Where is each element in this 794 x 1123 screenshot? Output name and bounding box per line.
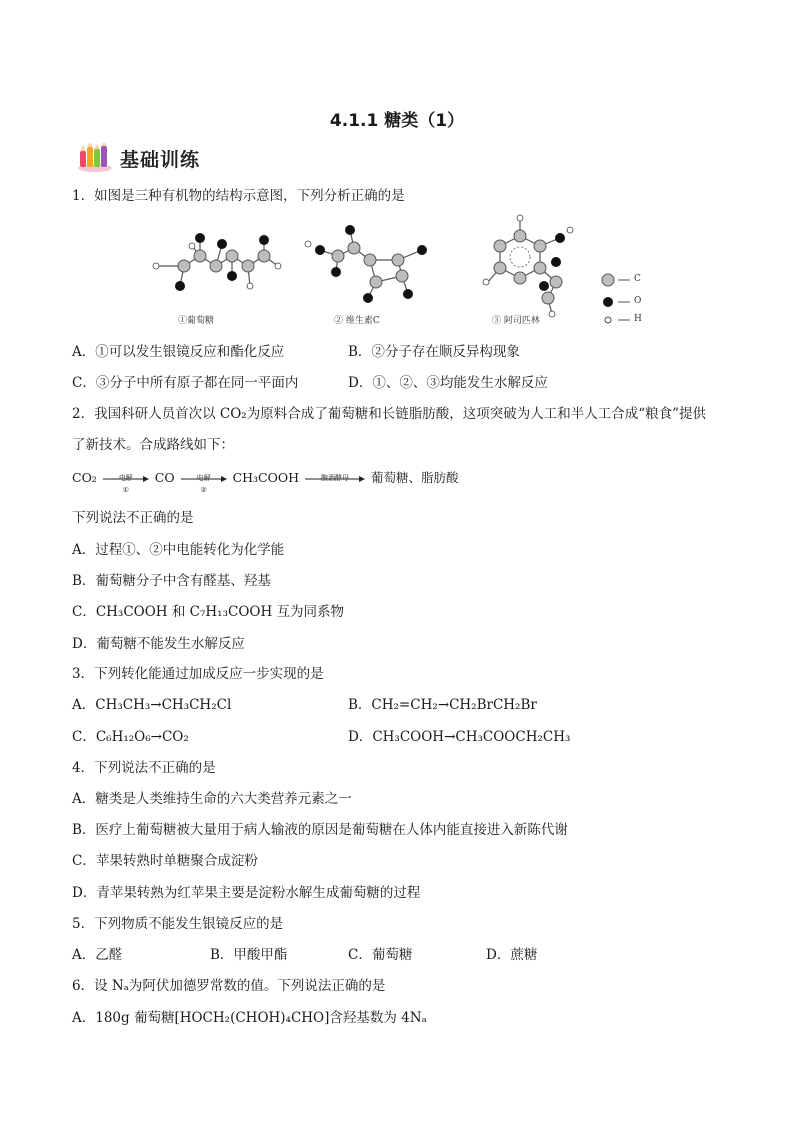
- arrow-icon: [305, 475, 365, 483]
- legend-h: H: [634, 314, 642, 324]
- q2-option-c: C．CH₃COOH 和 C₇H₁₃COOH 互为同系物: [72, 604, 345, 620]
- q4-option-a: A．糖类是人类维持生命的六大类营养元素之一: [72, 791, 352, 807]
- route-arrow-3: [305, 469, 365, 489]
- q3-option-c: C．C₆H₁₂O₆→CO₂: [72, 729, 189, 745]
- route-arrow-1-top: 电解: [118, 473, 133, 482]
- q3-option-d: D．CH₃COOH→CH₃COOCH₂CH₃: [348, 729, 571, 745]
- q3-stem: 3．下列转化能通过加成反应一步实现的是: [72, 666, 324, 682]
- q2-stem-line2: 了新技术。合成路线如下：: [72, 437, 234, 453]
- q3-option-b: B．CH₂=CH₂→CH₂BrCH₂Br: [348, 697, 537, 713]
- q4-option-b: B．医疗上葡萄糖被大量用于病人输液的原因是葡萄糖在人体内能直接进入新陈代谢: [72, 822, 568, 838]
- caption-glucose: ①葡萄糖: [178, 316, 215, 326]
- q5-option-d: D．蔗糖: [486, 947, 538, 963]
- q5-option-c: C．葡萄糖: [348, 947, 413, 963]
- section-header: [76, 142, 200, 174]
- route-products: 葡萄糖、脂肪酸: [370, 470, 459, 485]
- q2-ask: 下列说法不正确的是: [72, 510, 194, 526]
- route-arrow-2-top: 电解: [196, 473, 211, 482]
- q4-option-d: D．青苹果转熟为红苹果主要是淀粉水解生成葡萄糖的过程: [72, 885, 421, 901]
- legend-c: C: [634, 274, 641, 284]
- q1-option-c: C．③分子中所有原子都在同一平面内: [72, 375, 299, 391]
- q1-option-a: A．①可以发生银镜反应和酯化反应: [72, 344, 285, 360]
- route-co2: CO₂: [72, 470, 97, 485]
- route-co: CO: [154, 470, 175, 485]
- route-arrow-2-bottom: ②: [200, 485, 207, 494]
- route-arrow-1: [103, 469, 149, 494]
- q6-stem: 6．设 Nₐ为阿伏加德罗常数的值。下列说法正确的是: [72, 978, 386, 994]
- q1-option-d: D．①、②、③均能发生水解反应: [348, 375, 548, 391]
- page-title: 4.1.1 糖类（1）: [329, 111, 465, 131]
- caption-aspirin: ③ 阿司匹林: [492, 316, 540, 326]
- q1-stem: 1．如图是三种有机物的结构示意图，下列分析正确的是: [72, 188, 405, 204]
- q4-option-c: C．苹果转熟时单糖聚合成淀粉: [72, 853, 258, 869]
- q3-option-a: A．CH₃CH₃→CH₃CH₂Cl: [72, 697, 232, 713]
- q2-option-a: A．过程①、②中电能转化为化学能: [72, 542, 285, 558]
- q2-route: [72, 468, 459, 494]
- pencils-icon: [76, 143, 114, 173]
- route-arrow-3-top: 酿酒酵母: [321, 473, 349, 482]
- q1-option-b: B．②分子存在顺反异构现象: [348, 344, 520, 360]
- route-arrow-2: [181, 469, 227, 494]
- q2-stem-line1: 2．我国科研人员首次以 CO₂为原料合成了葡萄糖和长链脂肪酸，这项突破为人工和半人工合成“粮食”提供: [72, 406, 706, 422]
- molecule-figure: [140, 210, 660, 330]
- q2-option-b: B．葡萄糖分子中含有醛基、羟基: [72, 573, 271, 589]
- route-acid: CH₃COOH: [232, 470, 300, 485]
- q5-option-a: A．乙醛: [72, 947, 123, 963]
- caption-vitamin-c: ② 维生素C: [334, 316, 380, 326]
- q4-stem: 4．下列说法不正确的是: [72, 760, 216, 776]
- route-arrow-1-bottom: ①: [122, 485, 129, 494]
- q2-option-d: D．葡萄糖不能发生水解反应: [72, 636, 245, 652]
- q5-stem: 5．下列物质不能发生银镜反应的是: [72, 916, 284, 932]
- q5-option-b: B．甲酸甲酯: [210, 947, 288, 963]
- legend-o: O: [634, 296, 642, 306]
- q6-option-a: A．180g 葡萄糖[HOCH₂(CHOH)₄CHO]含羟基数为 4Nₐ: [72, 1010, 427, 1026]
- section-label: 基础训练: [120, 148, 201, 171]
